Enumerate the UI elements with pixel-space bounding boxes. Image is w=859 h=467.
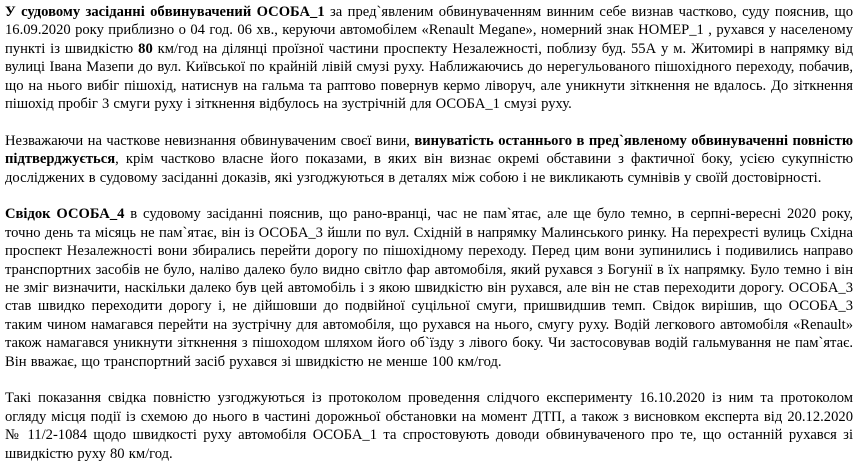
text-run: за пред`явленим обвинуваченням винним себе визнав частково, суду пояснив, що 16.09.2020 року приблизно о 04 год. 06 хв., керуючи автомобілем «Renault Megane», номерний знак НОМЕР_1 , рухався у населеному пункті із швидкістю bbox=[5, 4, 853, 57]
text-run: Такі показання свідка повністю узгоджуються із протоколом проведення слідчого експерименту 16.10.2020 із ним та протоколом огляду місця події із схемою до нього в частині дорожньої обстановки на момент ДТП, а також з висновком експерта від 20.12.2020 № 11/2-1084 щодо швидкості руху автомобіля ОСОБА_1 та спростовують доводи обвинуваченого про те, що останній рухався зі швидкістю руху 80 км/год. bbox=[5, 390, 853, 462]
paragraph-guilt-confirmation bbox=[5, 132, 853, 187]
witness-heading: Свідок ОСОБА_4 bbox=[5, 206, 125, 223]
text-run: в судовому засіданні пояснив, що рано-вранці, час не пам`ятає, але ще було темно, в серпні-вересні 2020 року, точно день та місяць не пам`ятає, він із ОСОБА_3 йшли по вул. Східній в напрямку Малинського ринку. На перехресті вулиць Східна проспект Незалежності вони збирались перейти дорогу по пішохідному переходу. Перед цим вони зупинились і подивились направо транспортних засобів не було, наліво далеко було видно світло фар автомобіля, який рухався з Богунії в їх напрямку. Було темно і він не зміг визначити, наскільки далеко був цей автомобіль і з якою швидкістю він рухався, але він не став переходити дорогу. ОСОБА_3 став швидко переходити дорогу і, не дійшовши до подвійної суцільної смуги, пришвидшив темп. Свідок вирішив, що ОСОБА_3 таким чином намагався перейти на зустрічну для автомобіля, що рухався на нього, смугу руху. Водій легкового автомобіля «Renault» також намагався уникнути зіткнення з пішоходом шляхом його об`їзду з лівого боку. Чи застосовував водій гальмування не пам`ятає. Він вважає, що транспортний засіб рухався зі швидкістю не менше 100 км/год. bbox=[5, 206, 853, 370]
paragraph-evidence-consistency bbox=[5, 389, 853, 463]
paragraph-witness-testimony bbox=[5, 205, 853, 371]
document-body bbox=[5, 3, 853, 463]
paragraph-defendant-testimony bbox=[5, 3, 853, 113]
speed-value: 80 bbox=[138, 40, 153, 57]
guilt-statement: винуватість останнього в пред`явленому обвинуваченні повністю підтверджується bbox=[5, 132, 853, 168]
text-run: Незважаючи на часткове невизнання обвинуваченим своєї вини, bbox=[5, 132, 415, 149]
defendant-heading: У судовому засіданні обвинувачений ОСОБА_1 bbox=[5, 4, 325, 20]
text-run: , крім частково власне його показами, в яких він визнає окремі обставини з фактичної боку, усією сукупністю досліджених в судовому засіданні доказів, які узгоджуються в деталях між собою і не викликають сумнівів у своїй достовірності. bbox=[5, 151, 853, 186]
text-run: км/год на ділянці проїзної частини проспекту Незалежності, поблизу буд. 55А у м. Житомирі в напрямку від вулиці Івана Мазепи до вул. Київської по крайній лівій смузі руху. Наближаючись до нерегульованого пішохідного переходу, побачив, що на нього вибіг пішохід, натиснув на гальма та раптово повернув кермо ліворуч, але уникнути зіткнення не вдалось. До зіткнення пішохід пробіг 3 смуги руху і зіткнення відбулось на зустрічній для ОСОБА_1 смузі руху. bbox=[5, 40, 853, 113]
